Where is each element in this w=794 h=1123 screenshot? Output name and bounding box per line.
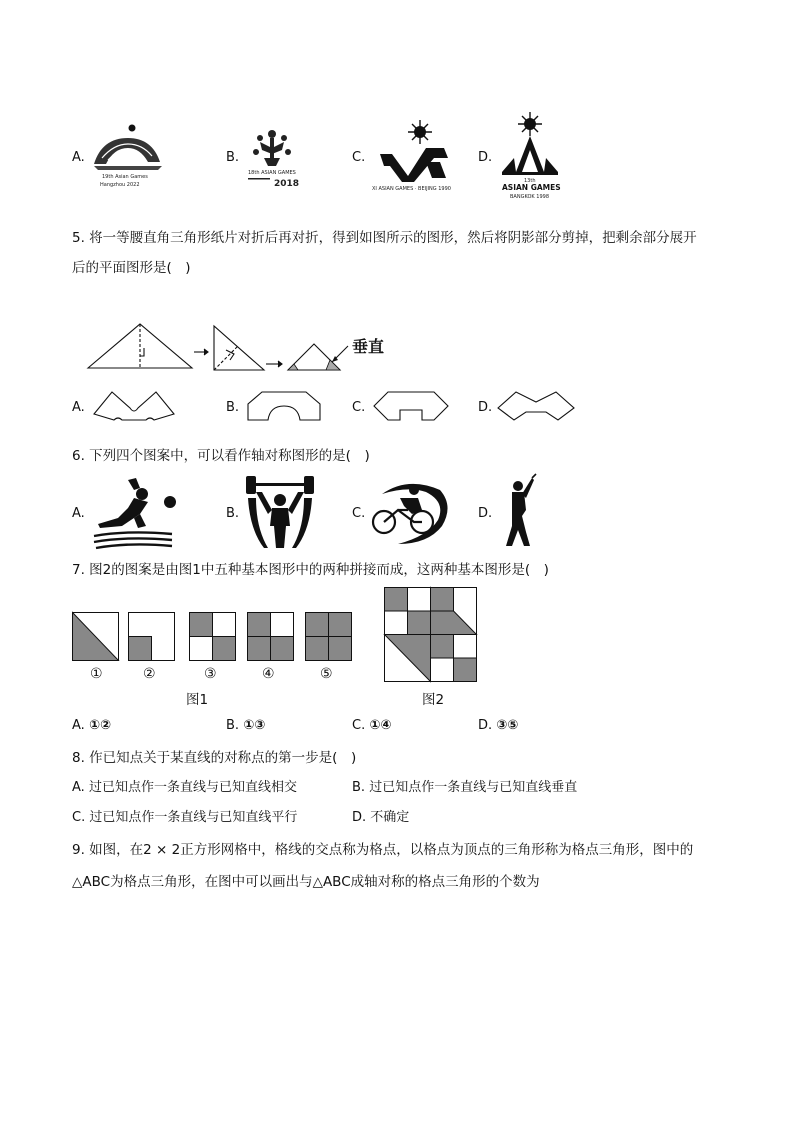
q7-shape-label-4: ④ [262,666,275,682]
q7-question: 7. 图2的图案是由图1中五种基本图形中的两种拼接而成，这两种基本图形是( ) [72,562,549,578]
q8-option-d [352,808,409,828]
q5-question-line1: 5. 将一等腰直角三角形纸片对折后再对折，得到如图所示的图形，然后将阴影部分剪掉，把剩余部分展开 [72,230,697,246]
q7-shape-label-3: ③ [204,666,217,682]
q7-shape-label-5: ⑤ [320,666,333,682]
q6-option-d-letter: D. [478,506,493,521]
cyclist-icon [368,476,452,548]
q8-option-a [72,778,297,798]
q4-option-d-letter: D. [478,150,493,165]
q5-option-c-shape [370,388,452,424]
q7-figure2-label: 图2 [422,692,445,708]
q5-option-c-letter: C. [352,400,366,415]
svg-text:XI ASIAN GAMES · BEIJING 1990: XI ASIAN GAMES · BEIJING 1990 [372,186,451,192]
q5-figure-label: 垂直 [352,337,385,356]
svg-text:2018: 2018 [274,179,300,189]
q7-option-d-value: ③⑤ [496,718,519,733]
q8-option-b-letter: B. [352,780,366,795]
q9-question-line1: 9. 如图，在2 × 2正方形网格中，格线的交点称为格点，以格点为顶点的三角形称为格点三角形，图中的 [72,842,694,858]
q8-question: 8. 作已知点关于某直线的对称点的第一步是( ) [72,750,357,766]
q6-option-a-letter: A. [72,506,85,521]
q9-question-line2: △ABC为格点三角形，在图中可以画出与△ABC成轴对称的格点三角形的个数为 [72,874,540,890]
q7-option-b [226,716,265,736]
q7-option-a-letter: A. [72,718,85,733]
svg-text:18th ASIAN GAMES: 18th ASIAN GAMES [248,170,296,176]
q8-option-a-value: 过已知点作一条直线与已知直线相交 [88,780,297,795]
q8-option-c [72,808,297,828]
q7-figure2-pattern [384,587,478,683]
q8-option-a-letter: A. [72,780,85,795]
q7-option-d [478,716,518,736]
q8-option-d-value: 不确定 [370,810,410,825]
q8-option-c-letter: C. [72,810,86,825]
q6-option-b-letter: B. [226,506,240,521]
q8-option-d-letter: D. [352,810,367,825]
q5-question-line2: 后的平面图形是( ) [72,260,191,276]
asian-games-2018-logo [242,124,312,190]
q5-option-a-shape [92,388,176,424]
q7-shape-label-1: ① [90,666,103,682]
q7-option-a [72,716,111,736]
volleyball-player-icon [88,474,184,550]
q7-option-b-letter: B. [226,718,240,733]
q4-option-a-letter: A. [72,150,85,165]
q7-shape-label-2: ② [143,666,156,682]
q8-option-b [352,778,577,798]
q5-option-b-shape [244,388,324,424]
q5-option-d-letter: D. [478,400,493,415]
hangzhou-2022-logo [88,122,168,192]
q7-option-d-letter: D. [478,718,493,733]
weightlifter-icon [242,474,318,550]
q7-figure1-shapes [72,612,354,662]
q6-question: 6. 下列四个图案中，可以看作轴对称图形的是( ) [72,448,370,464]
q5-option-a-letter: A. [72,400,85,415]
q6-option-c-letter: C. [352,506,366,521]
q5-option-d-shape [494,388,578,424]
svg-text:BANGKOK 1998: BANGKOK 1998 [510,194,549,200]
bangkok-1998-logo [496,110,566,202]
q8-option-c-value: 过已知点作一条直线与已知直线平行 [89,810,298,825]
q7-option-b-value: ①③ [243,718,266,733]
svg-text:Hangzhou 2022: Hangzhou 2022 [100,182,140,188]
q7-option-c [352,716,391,736]
svg-text:ASIAN GAMES: ASIAN GAMES [502,183,561,192]
q7-option-a-value: ①② [88,718,111,733]
svg-text:13th: 13th [524,178,536,184]
q4-option-c-letter: C. [352,150,366,165]
q8-option-b-value: 过已知点作一条直线与已知直线垂直 [369,780,578,795]
q7-figure1-label: 图1 [186,692,209,708]
q7-option-c-value: ①④ [369,718,392,733]
golfer-icon [496,474,540,550]
q4-option-b-letter: B. [226,150,240,165]
beijing-1990-logo [368,118,464,192]
svg-text:19th Asian Games: 19th Asian Games [102,174,148,180]
q5-option-b-letter: B. [226,400,240,415]
q7-option-c-letter: C. [352,718,366,733]
q5-folding-figure [86,322,386,374]
